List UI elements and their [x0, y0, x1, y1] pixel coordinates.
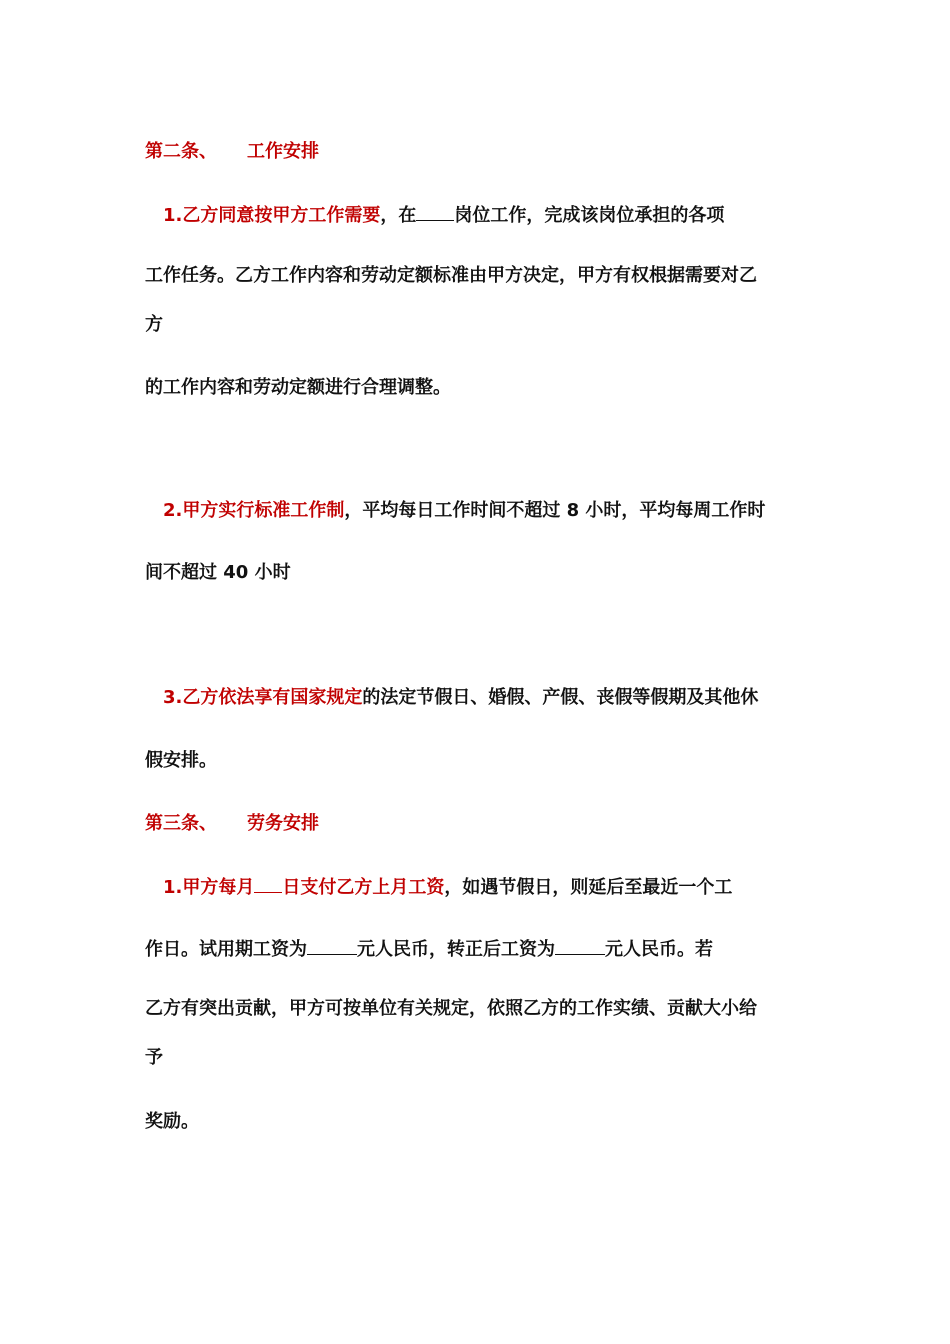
article-2-clause-1-line-3: 方 [145, 314, 163, 335]
clause-text: ，在 [380, 205, 417, 226]
clause-text: ，如遇节假日，则延后至最近一个工 [444, 877, 733, 898]
clause-text: ，平均每日工作时间不超过 8 小时，平均每周工作时 [344, 500, 766, 521]
article-2-clause-2-line-1 [163, 500, 765, 522]
clause-text: 作日。试用期工资为 [145, 939, 307, 960]
clause-text: 的法定节假日、婚假、产假、丧假等假期及其他休 [362, 687, 759, 708]
article-2-number: 第二条、 [145, 141, 217, 162]
clause-text: 元人民币。若 [605, 939, 713, 960]
article-2-heading [145, 141, 319, 163]
article-2-clause-1-line-2: 工作任务。乙方工作内容和劳动定额标准由甲方决定，甲方有权根据需要对乙 [145, 265, 757, 286]
article-3-clause-1-line-1 [163, 874, 732, 899]
article-3-title: 劳务安排 [247, 813, 319, 834]
article-3-clause-1-line-4: 予 [145, 1047, 163, 1068]
article-2-clause-3-line-1 [163, 687, 758, 709]
article-3-clause-1-line-5: 奖励。 [145, 1111, 199, 1132]
article-3-heading [145, 813, 319, 835]
article-2-clause-2-line-2: 间不超过 40 小时 [145, 562, 291, 583]
payday-blank [254, 874, 282, 893]
probation-salary-blank [307, 936, 357, 955]
article-3-clause-1-line-2 [145, 936, 713, 961]
article-2-clause-3-line-2: 假安排。 [145, 750, 217, 771]
clause-lead: 3.乙方依法享有国家规定 [163, 687, 363, 708]
article-2-clause-1-line-1 [163, 202, 724, 227]
clause-lead: 1.甲方每月 [163, 877, 255, 898]
clause-text: 元人民币，转正后工资为 [357, 939, 555, 960]
article-2-clause-1-line-4: 的工作内容和劳动定额进行合理调整。 [145, 377, 451, 398]
article-2-title: 工作安排 [247, 141, 319, 162]
clause-lead: 1.乙方同意按甲方工作需要 [163, 205, 381, 226]
position-blank [416, 202, 454, 221]
clause-lead: 日支付乙方上月工资 [282, 877, 445, 898]
regular-salary-blank [555, 936, 605, 955]
clause-lead: 2.甲方实行标准工作制 [163, 500, 345, 521]
clause-text: 岗位工作，完成该岗位承担的各项 [454, 205, 725, 226]
article-3-number: 第三条、 [145, 813, 217, 834]
article-3-clause-1-line-3: 乙方有突出贡献，甲方可按单位有关规定，依照乙方的工作实绩、贡献大小给 [145, 998, 757, 1019]
